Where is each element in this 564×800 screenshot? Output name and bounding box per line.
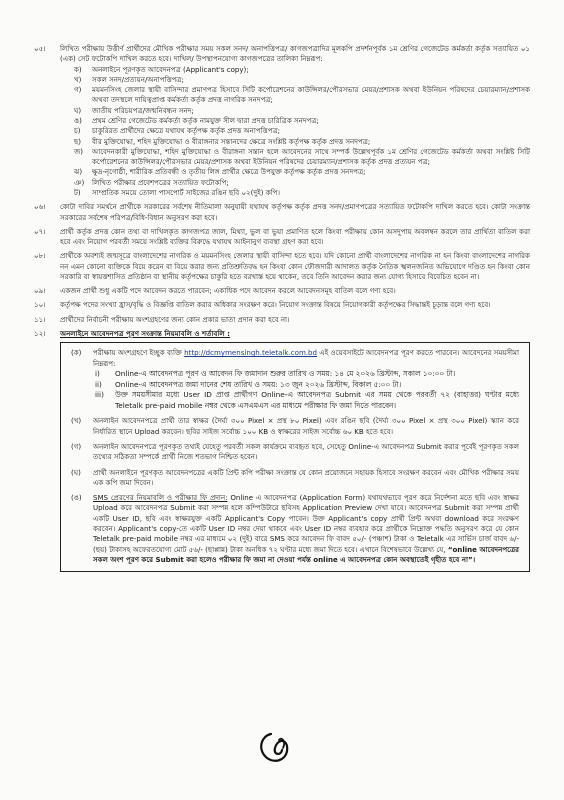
sms-heading: SMS প্রেরণের নিয়মাবলি ও পরীক্ষার ফি প্রদান: — [93, 493, 228, 503]
clause-text: প্রার্থীদের নির্বাচনী পরীক্ষায় অংশগ্রহণের জন্য কোন প্রকার ভাতা প্রদান করা হবে না। — [60, 314, 290, 324]
clause-number: ০৬। — [34, 202, 46, 212]
list-item: খ) সকল সনদ/প্রত্যয়ন/অনাপত্তিপত্র; — [74, 74, 184, 84]
clause-09 — [34, 286, 530, 296]
clause-text: কোটা দাবির সমর্থনে প্রার্থীকে সরকারের সর্বশেষ নীতিমালা অনুযায়ী যথাযথ কর্তৃপক্ষ কর্তৃক প্রদত্ত সনদ/প্রমাণপত্রের সত্যায়িত ফটোকপি দাখিল করতে হবে। কোটা সংক্রান্ত সরকারের সর্বশেষ পরিপত্র/বিধি-বিধান অনুসরণ করা হবে। — [60, 202, 530, 222]
list-item: গ) ময়মনসিংহ জেলার স্থায়ী বাসিন্দার প্রমাণপত্র হিসাবে সিটি কর্পোরেশনের কাউন্সিলর/পৌরসভার মেয়র/প্রশাসক অথবা ইউনিয়ন পরিষদের চেয়ারম্যান/প্রশাসক অথবা তদস্থলে দায়িত্বপ্রাপ্ত কর্মকর্তা কর্তৃক প্রদত্ত নাগরিক সনদপত্র; — [74, 85, 530, 105]
section-heading: অনলাইনে আবেদনপত্র পূরণ সংক্রান্ত নিয়মাবলি ও শর্তাবলি : — [60, 329, 230, 339]
clause-text: লিখিত পরীক্ষায় উত্তীর্ণ প্রার্থীদের মৌখিক পরীক্ষার সময় সকল সনদ/ অনাপত্তিপত্র/ কাগজপত্রাদির মূলকপি প্রদর্শনপূর্বক ১ম শ্রেণির গেজেটেড কর্মকর্তা কর্তৃক সত্যায়িত ০১ (এক) সেট ফটোকপি দাখিল করতে হবে। দাখিল/ উপস্থাপনযোগ্য কাগজপত্রের তালিকা নিম্নরূপ: — [60, 44, 530, 64]
list-item: ট) সাম্প্রতিক সময়ে তোলা পাসপোর্ট সাইজের রঙিন ছবি ০২(দুই) কপি। — [74, 187, 280, 197]
list-item: ছ) বীর মুক্তিযোদ্ধা, শহিদ মুক্তিযোদ্ধা ও বীরাঙ্গনার সন্তানদের ক্ষেত্রে সংশ্লিষ্ট কর্তৃপক্ষ কর্তৃক প্রদত্ত সনদপত্র; — [74, 136, 371, 146]
list-item: i) Online-এ আবেদনপত্র পূরণ ও আবেদন ফি জমাদান শুরুর তারিখ ও সময়: ১৪ মে ২০২৬ খ্রিস্টাব্দ, সকাল ১০:০০ টা। — [95, 368, 456, 378]
clause-text: একজন প্রার্থী শুধু একটি পদে আবেদন করতে পারবেন; একাধিক পদে আবেদন করলে আবেদনসমূহ বাতিল বলে গণ্য হবে। — [60, 286, 396, 296]
rule-umo: (ঙ) SMS প্রেরণের নিয়মাবলি ও পরীক্ষার ফি প্রদান: Online এ আবেদনপত্র (Application Form) যথাযথভাবে পূরণ করে নির্দেশনা মতে ছবি এবং স্বাক্ষর Upload করে আবেদনপত্র Submit করা সম্পন্ন হলে কম্পিউটারে ছবিসহ Application Preview দেখা যাবে। আবেদনপত্র Submit করা সম্পন্ন প্রার্থী একটি User ID, ছবি এবং স্বাক্ষরযুক্ত একটি Applicant's Copy পাবেন। উক্ত Applicant's copy প্রার্থী প্রিন্ট অথবা download করে সংরক্ষণ করবেন। Applicant's copy-তে একটি User ID নম্বর দেয়া থাকবে এবং User ID নম্বর ব্যবহার করে প্রার্থীকে নিম্নোক্ত পদ্ধতি অনুসরণ করে যে কোন Teletalk pre-paid mobile নম্বর এর মাধ্যমে ০২ (দুই) বারে SMS করে আবেদন ফি বাবদ ৫০/- (পঞ্চাশ) টাকা ও Teletalk এর সার্ভিস চার্জ বাবদ ৬/- (ছয়) টাকাসহ অফেরতযোগ্য মোট ৫৬/- (ছাপ্পান্ন) টাকা অনধিক ৭২ ঘণ্টার মধ্যে জমা দিতে হবে। এখানে বিশেষভাবে উল্লেখ্য যে, “online আবেদনপত্রের সকল অংশ পূরণ করে Submit করা হলেও পরীক্ষার ফি জমা না দেওয়া পর্যন্ত online এ আবেদনপত্র কোন অবস্থাতেই গৃহীত হবে না”। — [71, 493, 519, 564]
clause-06 — [34, 202, 530, 223]
important-note: “online আবেদনপত্রের সকল অংশ পূরণ করে Submit করা হলেও পরীক্ষার ফি জমা না দেওয়া পর্যন্ত online এ আবেদনপত্র কোন অবস্থাতেই গৃহীত হবে না”। — [93, 544, 519, 564]
list-item: ঘ) জাতীয় পরিচয়পত্র/জন্মনিবন্ধন সনদ; — [74, 105, 194, 115]
rule-gha: (ঘ) প্রার্থী অনলাইনে পূরণকৃত আবেদনপত্রের একটি প্রিন্ট কপি পরীক্ষা সংক্রান্ত যে কোন প্রয়োজনে সহায়ক হিসাবে সংরক্ষণ করবেন এবং মৌখিক পরীক্ষার সময় এক কপি জমা দিবেন। — [71, 467, 519, 487]
rule-ga: (গ) অনলাইন আবেদনপত্রে পূরণকৃত তথ্যই যেহেতু পরবর্তী সকল কার্যক্রমে ব্যবহৃত হবে, সেহেতু Online-এ আবেদনপত্র Submit করার পূর্বেই পূরণকৃত সকল তথ্যের সঠিকতা সম্পর্কে প্রার্থী নিজে শতভাগ নিশ্চিত হবেন। — [71, 442, 519, 462]
clause-text: প্রার্থীকে অবশ্যই জন্মসূত্রে বাংলাদেশের নাগরিক ও ময়মনসিংহ জেলার স্থায়ী বাসিন্দা হতে হবে। যদি কোনো প্রার্থী বাংলাদেশের নাগরিক না হন কিংবা বাংলাদেশের নাগরিক নন এমন কোনো ব্যক্তিকে বিয়ে করেন বা বিয়ে করার জন্য প্রতিশ্রুতিবদ্ধ হন কিংবা কোন ফৌজদারী আদালত কর্তৃক নৈতিক স্খলনজনিত অভিযোগে দণ্ডিত হন কিংবা কোন সরকারি বা স্বায়ত্তশাসিত প্রতিষ্ঠান বা স্থানীয় কর্তৃপক্ষের চাকুরি হতে বরখাস্ত হয়ে থাকেন, তবে তিনি আবেদন করার জন্য যোগ্য হিসাবে বিবেচিত হবেন না। — [60, 251, 530, 281]
clause-number: ১১। — [34, 314, 46, 324]
clause-05 — [34, 44, 530, 198]
application-website-link[interactable]: http://dcmymensingh.teletalk.com.bd — [184, 348, 317, 358]
rule-ka: (ক) পরীক্ষায় অংশগ্রহণে ইচ্ছুক ব্যক্তি http://dcmymensingh.teletalk.com.bd এই ওয়েবসাইটে আবেদনপত্র পূরণ করতে পারবেন। আবেদনের সময়সীমা নিম্নরূপ: i) Online-এ আবেদনপত্র পূরণ ও আবেদন ফি জমাদান শুরুর তারিখ ও সময়: ১৪ মে ২০২৬ খ্রিস্টাব্দ, সকাল ১০:০০ টা। ii) Online-এ আবেদনপত্র জমা দানের শেষ তারিখ ও সময়: ১৩ জুন ২০২৬ খ্রিস্টাব্দ, বিকাল ৫:০০ টা। iii) উক্ত সময়সীমার মধ্যে User ID প্রাপ্ত প্রার্থীগণ Online-এ আবেদনপত্র Submit এর সময় থেকে পরবর্তী ৭২ (বাহাত্তর) ঘণ্টার মধ্যে Teletalk pre-paid mobile নম্বর থেকে এসএমএস এর মাধ্যমে পরীক্ষার ফি জমা দিতে পারবেন। — [71, 348, 520, 410]
list-item: ঙ) প্রথম শ্রেণির গেজেটেড কর্মকর্তা কর্তৃক নামযুক্ত সীল দ্বারা প্রদত্ত চারিত্রিক সনদপত্র; — [74, 115, 319, 125]
clause-number: ১২। — [34, 329, 46, 339]
rule-kha: (খ) অনলাইন আবেদনপত্রে প্রার্থী তার স্বাক্ষর (দৈর্ঘ্য ৩০০ Pixel × প্রস্থ ৮০ Pixel) এবং রঙিন ছবি (দৈর্ঘ্য ৩০০ Pixel × প্রস্থ ৩০০ Pixel) স্ক্যান করে নির্ধারিত স্থানে Upload করবেন। ছবির সাইজ সর্বোচ্চ ১০০ KB ও স্বাক্ষরের সাইজ সর্বোচ্চ ৬০ KB হতে হবে। — [71, 416, 519, 436]
list-item: চ) চাকুরিরত প্রার্থীদের ক্ষেত্রে যথাযথ কর্তৃপক্ষ কর্তৃক প্রদত্ত অনাপত্তিপত্র; — [74, 126, 281, 136]
list-item: ক) অনলাইনে পূরণকৃত আবেদনপত্র (Applicant's copy); — [74, 64, 249, 74]
clause-12 — [34, 329, 530, 572]
handwritten-page-number — [249, 728, 299, 770]
schedule-list — [95, 369, 519, 412]
clause-07 — [34, 227, 530, 248]
list-item: ঝ) ক্ষুদ্র-নৃগোষ্ঠী, শারীরিক প্রতিবন্ধী ও তৃতীয় লিঙ্গ প্রার্থীর ক্ষেত্রে উপযুক্ত কর্তৃপক্ষ কর্তৃক প্রদত্ত সনদপত্র; — [74, 167, 366, 177]
clause-11 — [34, 315, 530, 325]
clause-text: প্রার্থী কর্তৃক প্রদত্ত কোন তথ্য বা দাখিলকৃত কাগজপত্র জাল, মিথ্যা, ভুল বা ভুয়া প্রমাণিত হলে কিংবা পরীক্ষায় কোন অসদুপায় অবলম্বন করলে তার প্রার্থিতা বাতিল করা হবে এবং নিয়োগ পরবর্তী সময়ে সংশ্লিষ্ট ব্যক্তির বিরুদ্ধে যথাযথ আইনানুগ ব্যবস্থা গ্রহণ করা হবে। — [60, 226, 530, 247]
clause-number: ০৭। — [34, 226, 46, 236]
list-item: ঞ) লিখিত পরীক্ষার প্রবেশপত্রের সত্যায়িত ফটোকপি; — [74, 177, 229, 187]
clause-number: ০৫। — [34, 44, 46, 53]
list-item: iii) উক্ত সময়সীমার মধ্যে User ID প্রাপ্ত প্রার্থীগণ Online-এ আবেদনপত্র Submit এর সময় থেকে পরবর্তী ৭২ (বাহাত্তর) ঘণ্টার মধ্যে Teletalk pre-paid mobile নম্বর থেকে এসএমএস এর মাধ্যমে পরীক্ষার ফি জমা দিতে পারবেন। — [95, 390, 519, 410]
online-rules-box — [60, 342, 530, 572]
list-item: জ) আবেদনকারী মুক্তিযোদ্ধা, শহিদ মুক্তিযোদ্ধা ও বীরাঙ্গনা সন্তান হলে আবেদনের সাথে সম্পর্ক উল্লেখপূর্বক ১ম শ্রেণির গেজেটেড কর্মকর্তা অথবা সংশ্লিষ্ট সিটি কর্পোরেশনের কাউন্সিলর/পৌরসভার মেয়র/প্রশাসক অথবা ইউনিয়ন পরিষদের চেয়ারম্যান/প্রশাসক কর্তৃক প্রদত্ত প্রত্যয়ন পত্র; — [74, 146, 530, 167]
clause-number: ০৮। — [34, 251, 46, 261]
document-list — [74, 65, 530, 199]
clause-text: কর্তৃপক্ষ পদের সংখ্যা হ্রাস/বৃদ্ধি ও বিজ্ঞপ্তি বাতিল করার অধিকার সংরক্ষণ করে। নিয়োগ সংক্রান্ত বিষয়ে নিয়োগকারী কর্তৃপক্ষের সিদ্ধান্তই চূড়ান্ত বলে গণ্য হবে। — [60, 300, 491, 310]
list-item: ii) Online-এ আবেদনপত্র জমা দানের শেষ তারিখ ও সময়: ১৩ জুন ২০২৬ খ্রিস্টাব্দ, বিকাল ৫:০০ টা। — [95, 379, 402, 389]
clause-10 — [34, 300, 530, 310]
clause-08 — [34, 251, 530, 282]
clause-number: ১০। — [34, 300, 46, 310]
clause-number: ০৯। — [34, 286, 46, 296]
